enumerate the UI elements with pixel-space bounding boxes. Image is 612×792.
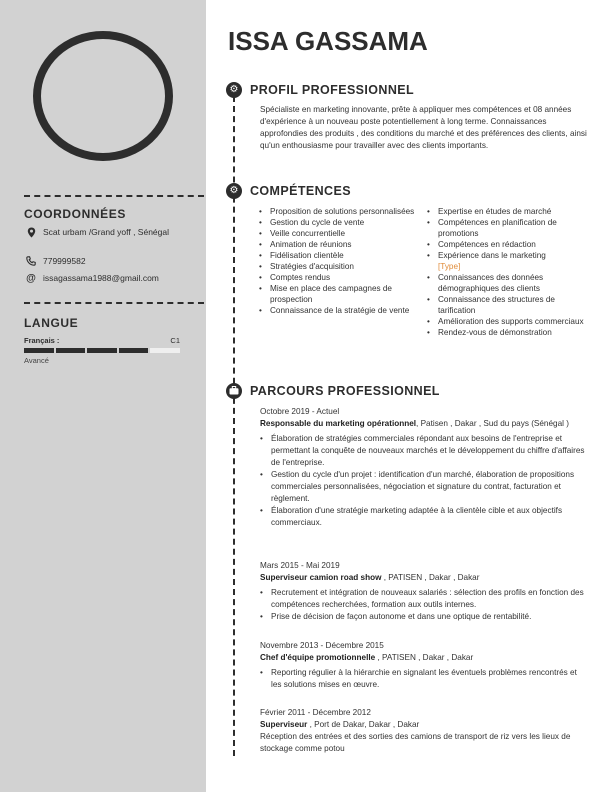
- job-entry: [260, 707, 588, 755]
- job-bullets: [260, 587, 588, 623]
- job-role: Superviseur: [260, 720, 308, 729]
- job-header: [260, 719, 588, 731]
- skills-list-right: [427, 206, 587, 338]
- contact-section-title: COORDONNÉES: [24, 207, 126, 221]
- proficiency-segment: [56, 348, 86, 353]
- skill-item: • Connaissances des données démographiques des clients: [427, 272, 587, 294]
- job-header: [260, 652, 588, 664]
- language-proficiency-bar: [24, 348, 180, 353]
- job-entry: [260, 406, 588, 529]
- skills-section-title: COMPÉTENCES: [250, 184, 351, 198]
- job-period: Octobre 2019 - Actuel: [260, 407, 340, 416]
- profile-summary: Spécialiste en marketing innovante, prête à appliquer mes compétences et 08 années d'expérience à un nouveau poste potentiellement à long terme. Connaissances approfondies des produits , des conditions du marché et des préférences des clients, ainsi qu'un enthousiasme pour travailler avec des clients importants.: [260, 105, 587, 150]
- language-section-title: LANGUE: [24, 316, 79, 330]
- language-name: Français :: [24, 336, 60, 345]
- language-code: C1: [170, 336, 180, 345]
- skill-item-with-tag: [427, 250, 587, 272]
- skill-item: • Amélioration des supports commerciaux: [427, 316, 587, 327]
- job-bullets: [260, 667, 588, 691]
- job-place: , Port de Dakar, Dakar , Dakar: [307, 720, 420, 729]
- skill-item: • Expertise en études de marché: [427, 206, 587, 217]
- job-entry: [260, 640, 588, 691]
- skill-item: • Mise en place des campagnes de prospection: [259, 283, 415, 305]
- skill-text: Expérience dans le marketing: [438, 251, 546, 260]
- job-role: Responsable du marketing opérationnel: [260, 419, 417, 428]
- skill-item: • Comptes rendus: [259, 272, 415, 283]
- proficiency-segment: [119, 348, 149, 353]
- skill-item: • Compétences en rédaction: [427, 239, 587, 250]
- address-text: Scat urbam /Grand yoff , Sénégal: [43, 227, 169, 237]
- skills-list-left: [259, 206, 415, 316]
- location-pin-icon: [24, 227, 38, 241]
- skill-item: • Stratégies d'acquisition: [259, 261, 415, 272]
- skill-item: • Veille concurrentielle: [259, 228, 415, 239]
- sidebar: [0, 0, 206, 792]
- job-header: [260, 418, 588, 430]
- proficiency-segment: [87, 348, 117, 353]
- job-bullet: • Reporting régulier à la hiérarchie en signalant les éventuels problèmes rencontrés et les solutions mises en œuvre.: [260, 667, 588, 691]
- at-sign-icon: @: [26, 273, 36, 284]
- skill-item: • Animation de réunions: [259, 239, 415, 250]
- job-bullet: • Recrutement et intégration de nouveaux salariés : sélection des profils en fonction des compétences recherchées, formation aux outils internes.: [260, 587, 588, 611]
- gear-icon: ⚙: [226, 82, 242, 98]
- divider: [24, 302, 204, 304]
- job-description: Réception des entrées et des sorties des camions de transport de riz vers les lieux de stockage comme potou: [260, 732, 571, 753]
- profile-photo-placeholder: [33, 31, 173, 161]
- job-entry: [260, 560, 588, 623]
- briefcase-icon: [226, 383, 242, 399]
- skill-item: • Compétences en planification de promotions: [427, 217, 587, 239]
- skill-item: • Connaissance de la stratégie de vente: [259, 305, 415, 316]
- job-role: Superviseur camion road show: [260, 573, 382, 582]
- phone-icon: [24, 256, 38, 269]
- job-bullet: • Prise de décision de façon autonome et dans une optique de rentabilité.: [260, 611, 588, 623]
- contact-address: [24, 227, 202, 241]
- email-link[interactable]: issagassama1988@gmail.com: [43, 273, 159, 283]
- language-row: [24, 336, 180, 345]
- job-bullet: • Gestion du cycle d'un projet : identification d'un marché, élaboration de propositions commerciales personnalisées, négociation et signature du contrat, facturation et règlement.: [260, 469, 588, 505]
- job-period: Mars 2015 - Mai 2019: [260, 561, 340, 570]
- profile-section-title: PROFIL PROFESSIONNEL: [250, 83, 415, 97]
- job-place: , Patisen , Dakar , Sud du pays (Sénégal ): [416, 419, 569, 428]
- divider: [24, 195, 204, 197]
- proficiency-segment: [150, 348, 180, 353]
- skill-item: • Proposition de solutions personnalisées: [259, 206, 415, 217]
- proficiency-segment: [24, 348, 54, 353]
- skill-item: • Rendez-vous de démonstration: [427, 327, 587, 338]
- phone-text: 779999582: [43, 256, 86, 266]
- job-period: Novembre 2013 - Décembre 2015: [260, 641, 384, 650]
- candidate-name: ISSA GASSAMA: [228, 26, 428, 56]
- job-period: Février 2011 - Décembre 2012: [260, 708, 371, 717]
- contact-email[interactable]: [24, 273, 202, 284]
- job-place: , PATISEN , Dakar , Dakar: [381, 573, 480, 582]
- skill-item: • Gestion du cycle de vente: [259, 217, 415, 228]
- job-role: Chef d'équipe promotionnelle: [260, 653, 376, 662]
- job-bullet: • Élaboration d'une stratégie marketing adaptée à la clientèle cible et aux objectifs commerciaux.: [260, 505, 588, 529]
- job-place: , PATISEN , Dakar , Dakar: [375, 653, 474, 662]
- job-header: [260, 572, 588, 584]
- language-level: Avancé: [24, 356, 49, 365]
- skill-item: • Fidélisation clientèle: [259, 250, 415, 261]
- skill-item: • Connaissance des structures de tarification: [427, 294, 587, 316]
- job-bullets: [260, 433, 588, 529]
- gears-icon: ⚙: [226, 183, 242, 199]
- job-bullet: • Élaboration de stratégies commerciales répondant aux besoins de l'entreprise et permettant la conquête de nouveaux marchés et le développement du chiffre d'affaires de l'entreprise.: [260, 433, 588, 469]
- type-placeholder-tag: [Type]: [438, 262, 461, 271]
- experience-section-title: PARCOURS PROFESSIONNEL: [250, 384, 440, 398]
- contact-phone: [24, 256, 202, 269]
